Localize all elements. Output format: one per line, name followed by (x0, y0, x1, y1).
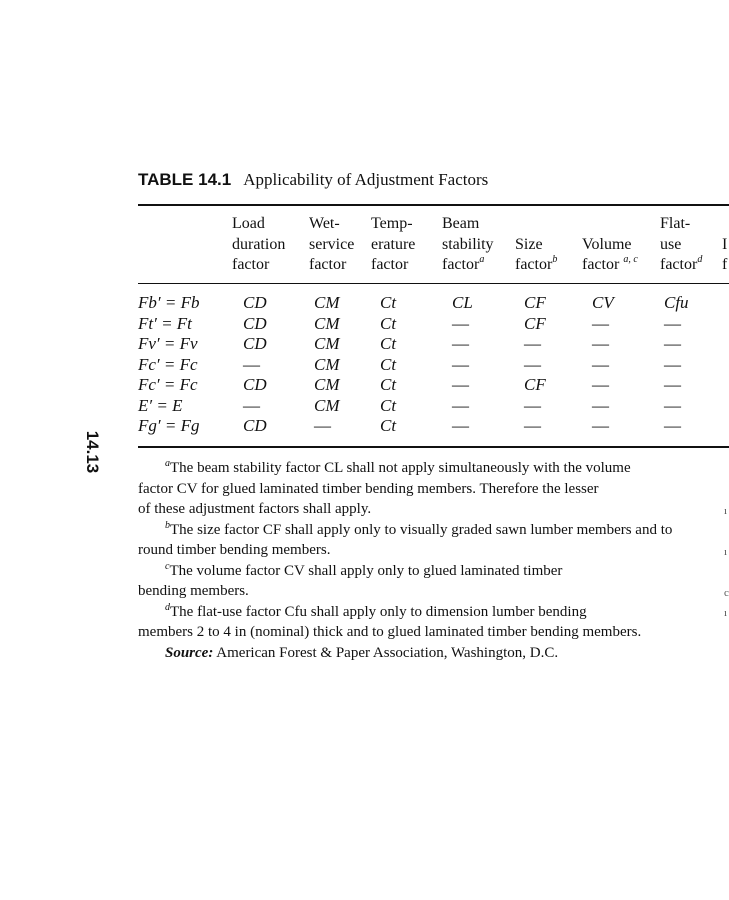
column-header-line (582, 214, 638, 235)
table-cell: — (524, 334, 541, 353)
column-header-line: factor (371, 256, 409, 273)
footnote-a-line: factor CV for glued laminated timber bending members. Therefore the lesser (138, 480, 599, 497)
table-cell: — (524, 354, 541, 374)
table-cell: Ct (380, 395, 397, 415)
column-header-line (515, 214, 557, 235)
row-label: Fg′ = Fg (138, 416, 200, 435)
column-header (582, 214, 638, 276)
table-cell: — (452, 313, 469, 333)
column-header (660, 214, 702, 276)
footnotes (138, 458, 728, 663)
column-header-line: service (309, 235, 355, 253)
table-cell: — (524, 395, 541, 415)
table-cell: Ct (380, 313, 397, 333)
table-cell: CM (314, 313, 340, 333)
table-cell: CM (314, 334, 340, 353)
bottom-rule (138, 446, 729, 448)
table-cell: Ct (380, 354, 397, 374)
table-cell: — (314, 416, 331, 435)
table-cell: — (592, 375, 609, 394)
footnote-a-line: of these adjustment factors shall apply. (138, 501, 372, 517)
table-cell: — (452, 354, 469, 374)
table-row (0, 293, 729, 313)
table-cell: CD (243, 313, 267, 333)
column-header-line: use (660, 235, 682, 253)
column-header-footnote-mark: a (479, 254, 485, 265)
row-label: Fc′ = Fc (138, 375, 198, 394)
table-cell: — (664, 395, 681, 415)
column-header-line: Temp- (371, 215, 413, 232)
edge-mark: c (724, 587, 729, 599)
row-label: Ft′ = Ft (138, 313, 192, 333)
column-header-line (660, 255, 702, 276)
table-cell: — (452, 334, 469, 353)
column-header-line: erature (371, 235, 416, 253)
edge-mark: ı (724, 505, 728, 517)
column-header (722, 214, 727, 276)
table-cell: CD (243, 293, 267, 312)
table-number: TABLE 14.1 (138, 170, 232, 189)
table-row (0, 396, 729, 416)
column-header (309, 214, 354, 276)
column-header (371, 214, 415, 276)
column-header-line: Size (515, 235, 543, 253)
table-cell: — (452, 395, 469, 415)
table-cell: — (664, 375, 681, 394)
header-rule (138, 283, 729, 284)
footnote-b: $^b$The size factor CF shall apply only to visually graded sawn lumber members and to (165, 519, 673, 538)
top-rule (138, 204, 729, 206)
edge-mark: ı (724, 546, 728, 558)
table-cell: CF (524, 313, 546, 333)
table-row (0, 375, 729, 395)
column-header-text: factor (660, 256, 698, 273)
table-row (0, 355, 729, 375)
column-header-line: factor (232, 256, 270, 273)
table-cell: Ct (380, 293, 397, 312)
table-row (0, 416, 729, 436)
column-header-line (442, 255, 494, 276)
table-cell: — (592, 313, 609, 333)
column-header (515, 214, 557, 276)
footnote-a: $^a$The beam stability factor CL shall not apply simultaneously with the volume (165, 458, 631, 476)
row-label: Fc′ = Fc (138, 354, 198, 374)
source-line: Source: American Forest & Paper Association, Washington, D.C. (165, 644, 559, 661)
column-header-text: factor (582, 256, 624, 273)
table-cell: — (592, 416, 609, 435)
column-header-text: factor (442, 256, 480, 273)
page-number: 14.13 (83, 430, 102, 474)
column-header-line (582, 255, 638, 276)
column-header-line (515, 255, 557, 276)
table-cell: CM (314, 293, 340, 312)
table-cell: — (243, 354, 260, 374)
table-cell: — (592, 395, 609, 415)
edge-mark: ı (724, 607, 728, 619)
table-cell: CM (314, 354, 340, 374)
column-header-line: f (722, 256, 728, 273)
table-cell: Cfu (664, 293, 689, 312)
table-cell: CL (452, 293, 473, 312)
table-cell: Ct (380, 375, 397, 394)
table-cell: CF (524, 293, 546, 312)
table-cell: — (592, 334, 609, 353)
table-cell: — (592, 354, 609, 374)
row-label: E′ = E (138, 395, 183, 415)
row-label: Fb′ = Fb (138, 293, 200, 312)
table-cell: — (664, 416, 681, 435)
column-header-text: factor (515, 256, 553, 273)
table-cell: CD (243, 334, 267, 353)
column-header-line (722, 214, 727, 235)
table-cell: — (524, 416, 541, 435)
footnote-d: $^d$The flat-use factor Cfu shall apply only to dimension lumber bending (165, 601, 587, 620)
footnote-c-line: bending members. (138, 583, 249, 599)
footnote-b-line: round timber bending members. (138, 542, 331, 558)
table-cell: — (243, 395, 260, 415)
column-header-line: stability (442, 235, 494, 253)
column-header-line: Beam (442, 215, 480, 232)
column-header-footnote-mark: a, c (623, 254, 638, 265)
column-header-line: Wet- (309, 215, 340, 232)
table-cell: Ct (380, 334, 397, 353)
column-header-line: Flat- (660, 215, 691, 232)
table-cell: CM (314, 395, 340, 415)
table-title (138, 170, 488, 190)
column-header-footnote-mark: b (552, 254, 558, 265)
table-cell: — (452, 375, 469, 394)
table-cell: CV (592, 293, 614, 312)
column-header-line: Volume (582, 235, 632, 253)
footnote-d-line: members 2 to 4 in (nominal) thick and to glued laminated timber bending members. (138, 624, 642, 640)
footnote-c: $^c$The volume factor CV shall apply only to glued laminated timber (165, 560, 563, 579)
table-title-text: Applicability of Adjustment Factors (243, 170, 489, 189)
table-cell: — (664, 313, 681, 333)
column-header-footnote-mark: d (697, 254, 703, 265)
column-header-line: factor (309, 256, 347, 273)
row-label: Fv′ = Fv (138, 334, 198, 353)
table-cell: CM (314, 375, 340, 394)
table-cell: CD (243, 375, 267, 394)
table-cell: — (664, 334, 681, 353)
table-cell: Ct (380, 416, 397, 435)
column-header-line: I (722, 235, 728, 253)
table-cell: CD (243, 416, 267, 435)
column-header (232, 214, 285, 276)
table-row (0, 314, 729, 334)
table-cell: — (452, 416, 469, 435)
column-header-line: Load (232, 215, 265, 232)
column-header-line: duration (232, 235, 286, 253)
table-cell: — (664, 354, 681, 374)
column-header (442, 214, 494, 276)
table-cell: CF (524, 375, 546, 394)
table-row (0, 334, 729, 354)
